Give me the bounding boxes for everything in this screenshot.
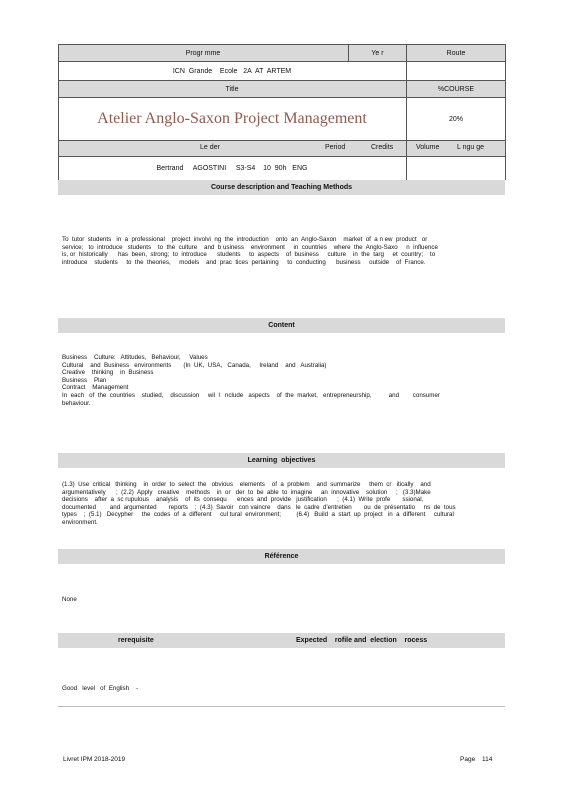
reference-heading: Référence (264, 553, 299, 560)
prereq-heading: rerequisite (118, 637, 154, 644)
description-heading-bar (58, 180, 505, 195)
programme-label: Progr mme (185, 49, 221, 57)
description-line: service; to introduce students to the culture and b usiness environment in countries where the Anglo-Saxo n influence (62, 243, 438, 251)
reference-text (62, 596, 499, 604)
objectives-line: documented and argumented reports ; (4.3) Savoir con vaincre dans le cadre d'entretien ou de présentatio ns de tous (62, 503, 456, 511)
footer-page-label: Page (460, 756, 476, 763)
objectives-heading: Learning objectives (247, 457, 316, 464)
language-label: L ngu ge (457, 144, 484, 151)
description-line: To tutor students in a professional project involvi ng the introduction onto an Anglo-Saxon market of a n ew product or (62, 236, 428, 243)
title-label-cell (58, 81, 406, 97)
reference-line: None (62, 596, 77, 603)
content-heading: Content (268, 322, 295, 329)
content-line: Creative thinking in Business (62, 369, 154, 377)
objectives-line: (1.3) Use critical thinking in order to select the obvious elements of a problem and summarize them cr itically and (62, 481, 431, 488)
content-heading-bar (58, 318, 505, 333)
content-line: Contract Management (62, 384, 129, 392)
route-label-cell (407, 45, 505, 61)
objectives-heading-bar (58, 453, 505, 468)
title-label: Title (225, 85, 239, 93)
objectives-text (62, 481, 499, 527)
credits-label: Credits (371, 144, 394, 151)
period-label: Period (325, 144, 346, 151)
description-line: is, or historically has been, strong; to introduce students to aspects of business culture in the targ et country; to (62, 251, 436, 259)
year-label: Ye r (371, 49, 384, 57)
footer-page-number: 114 (482, 756, 493, 763)
content-line: Business Plan (62, 376, 107, 384)
content-line: Business Culture: Attitudes, Behaviour, Values (62, 354, 208, 361)
leader-value: Bertrand AGOSTINI S3-S4 10 90h ENG (156, 164, 308, 172)
objectives-line: argumentatively ; (2.2) Apply creative methods in or der to be able to imagine an innovative solution ; (3.3)Make (62, 488, 431, 496)
footer-left: Livret IPM 2018-2019 (63, 756, 126, 763)
content-line: behaviour. (62, 399, 91, 407)
objectives-line: decisions after a sc rupulous analysis of its consequ ences and provide justification ; (4.1) Write profe ssional, (62, 496, 424, 504)
description-text (62, 236, 499, 266)
description-heading: Course description and Teaching Methods (210, 184, 353, 191)
year-label-cell (349, 45, 406, 61)
profile-heading: Expected rofile and election rocess (296, 637, 428, 644)
leader-label: Le der (200, 144, 220, 151)
course-percent: 20% (448, 115, 463, 123)
programme-label-cell (58, 45, 348, 61)
course-label-cell (407, 81, 505, 97)
course-title-cell (58, 98, 406, 140)
content-text (62, 354, 499, 407)
volume-label: Volume (416, 144, 440, 151)
prereq-text (62, 685, 499, 693)
prereq-line: Good level of English - (62, 685, 139, 692)
course-label: %COURSE (437, 85, 475, 93)
content-line: Cultural and Business environments (In UK, USA, Canada, Ireland and Australia) (62, 361, 327, 369)
course-title: Atelier Anglo-Saxon Project Management (97, 110, 367, 127)
programme-value: ICN Grande Ecole 2A AT ARTEM (172, 67, 292, 75)
route-label: Route (446, 49, 466, 57)
reference-heading-bar (58, 549, 505, 564)
content-line: In each of the countries studied, discussion wil l nclude aspects of the market, entrepreneurship, and consumer (62, 391, 440, 399)
objectives-line: types ; (5.1) Decypher the codes of a different cul tural environment; (6.4) Build a start up project in a different cultural (62, 511, 454, 519)
objectives-line: environment. (62, 518, 98, 526)
course-percent-cell (407, 98, 505, 140)
leader-value-cell (58, 157, 406, 179)
description-line: introduce students to the theories, models and prac tices pertaining to conducting business outside of France. (62, 258, 426, 266)
programme-value-cell (58, 62, 406, 80)
